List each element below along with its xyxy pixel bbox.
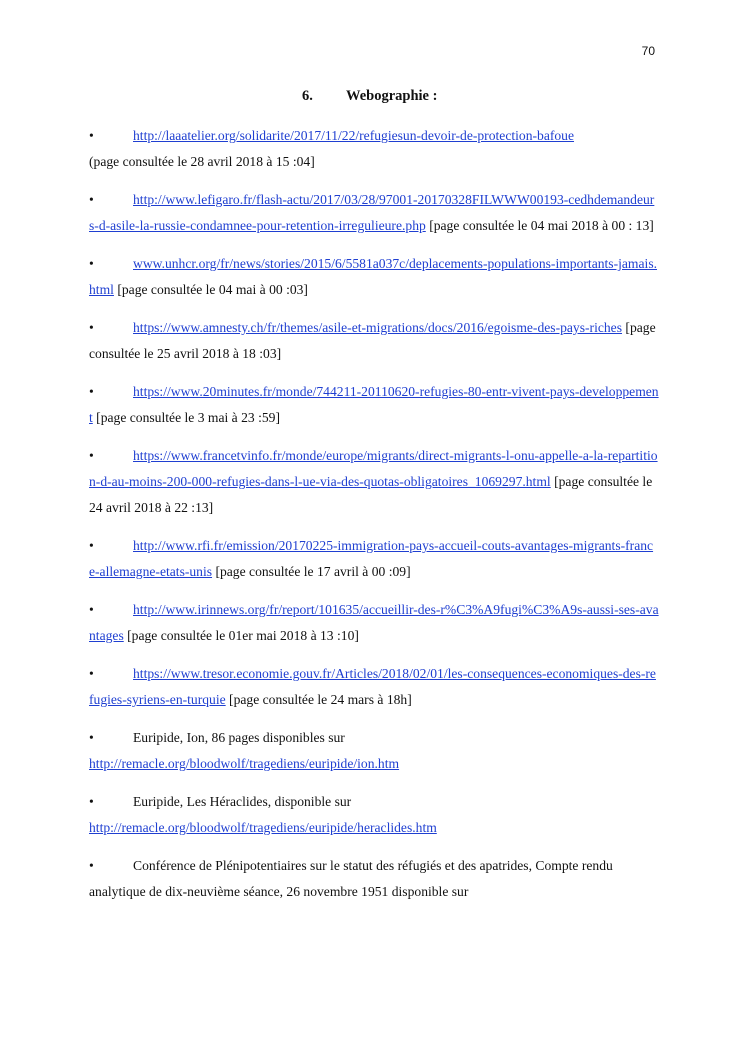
bullet-icon: • xyxy=(89,794,94,809)
consultation-note: [page consultée le 01er mai 2018 à 13 :10] xyxy=(123,628,359,643)
reference-link[interactable]: https://www.francetvinfo.fr/monde/europe/migrants/direct-migrants-l-onu-appelle-a-la-repartition-d-au-moins-200-000-refugies-dans-l-ue-via-des-quotas-obligatoires_1069297.html xyxy=(89,448,658,489)
bullet-icon: • xyxy=(89,448,94,463)
reference-entry xyxy=(89,123,659,175)
consultation-note: [page consultée le 24 avril 2018 à 22 :13] xyxy=(89,474,653,515)
reference-link[interactable]: http://remacle.org/bloodwolf/tragediens/euripide/ion.htm xyxy=(89,756,400,771)
bullet-icon: • xyxy=(89,730,94,745)
reference-entry xyxy=(89,789,659,841)
reference-link[interactable]: http://www.lefigaro.fr/flash-actu/2017/03/28/97001-20170328FILWWW00193-cedhdemandeurs-d-asile-la-russie-condamnee-pour-retention-irregulieure.php xyxy=(89,192,655,233)
consultation-note: [page consultée le 24 mars à 18h] xyxy=(225,692,412,707)
reference-entry xyxy=(89,379,659,431)
reference-text: Euripide, Les Héraclides, disponible sur xyxy=(133,794,352,809)
bullet-icon: • xyxy=(89,192,94,207)
webography-list xyxy=(89,123,659,917)
reference-link[interactable]: http://laaatelier.org/solidarite/2017/11/22/refugiesun-devoir-de-protection-bafoue xyxy=(133,128,575,143)
bullet-icon: • xyxy=(89,602,94,617)
reference-entry xyxy=(89,597,659,649)
section-heading xyxy=(302,88,437,105)
reference-entry xyxy=(89,251,659,303)
reference-link[interactable]: http://www.irinnews.org/fr/report/101635/accueillir-des-r%C3%A9fugi%C3%A9s-aussi-ses-avantages xyxy=(89,602,659,643)
reference-entry xyxy=(89,443,659,521)
bullet-icon: • xyxy=(89,256,94,271)
bullet-icon: • xyxy=(89,384,94,399)
reference-link[interactable]: http://remacle.org/bloodwolf/tragediens/euripide/heraclides.htm xyxy=(89,820,437,835)
section-number: 6. xyxy=(302,88,313,104)
reference-entry xyxy=(89,661,659,713)
reference-entry xyxy=(89,187,659,239)
reference-entry xyxy=(89,315,659,367)
consultation-note: [page consultée le 04 mai à 00 :03] xyxy=(113,282,308,297)
consultation-note: [page consultée le 04 mai 2018 à 00 : 13] xyxy=(425,218,654,233)
reference-text: Euripide, Ion, 86 pages disponibles sur xyxy=(133,730,345,745)
page-number: 70 xyxy=(641,44,655,58)
reference-link[interactable]: https://www.20minutes.fr/monde/744211-20110620-refugies-80-entr-vivent-pays-developpement xyxy=(89,384,659,425)
bullet-icon: • xyxy=(89,538,94,553)
reference-link[interactable]: www.unhcr.org/fr/news/stories/2015/6/5581a037c/deplacements-populations-importants-jamais.html xyxy=(89,256,658,297)
consultation-note: [page consultée le 3 mai à 23 :59] xyxy=(92,410,281,425)
reference-link[interactable]: https://www.tresor.economie.gouv.fr/Articles/2018/02/01/les-consequences-economiques-des-refugies-syriens-en-turquie xyxy=(89,666,656,707)
bullet-icon: • xyxy=(89,858,94,873)
reference-text: Conférence de Plénipotentiaires sur le statut des réfugiés et des apatrides, Compte rendu analytique de dix-neuvième séance, 26 novembre 1951 disponible sur xyxy=(89,858,613,899)
reference-entry xyxy=(89,725,659,777)
reference-entry xyxy=(89,533,659,585)
reference-entry xyxy=(89,853,659,905)
consultation-note: (page consultée le 28 avril 2018 à 15 :04] xyxy=(89,154,315,169)
consultation-note: [page consultée le 17 avril à 00 :09] xyxy=(212,564,411,579)
bullet-icon: • xyxy=(89,666,94,681)
reference-link[interactable]: http://www.rfi.fr/emission/20170225-immigration-pays-accueil-couts-avantages-migrants-france-allemagne-etats-unis xyxy=(89,538,654,579)
reference-link[interactable]: https://www.amnesty.ch/fr/themes/asile-et-migrations/docs/2016/egoisme-des-pays-riches xyxy=(133,320,623,335)
bullet-icon: • xyxy=(89,128,94,143)
consultation-note: [page consultée le 25 avril 2018 à 18 :03] xyxy=(89,320,656,361)
bullet-icon: • xyxy=(89,320,94,335)
section-title: Webographie : xyxy=(346,88,438,104)
